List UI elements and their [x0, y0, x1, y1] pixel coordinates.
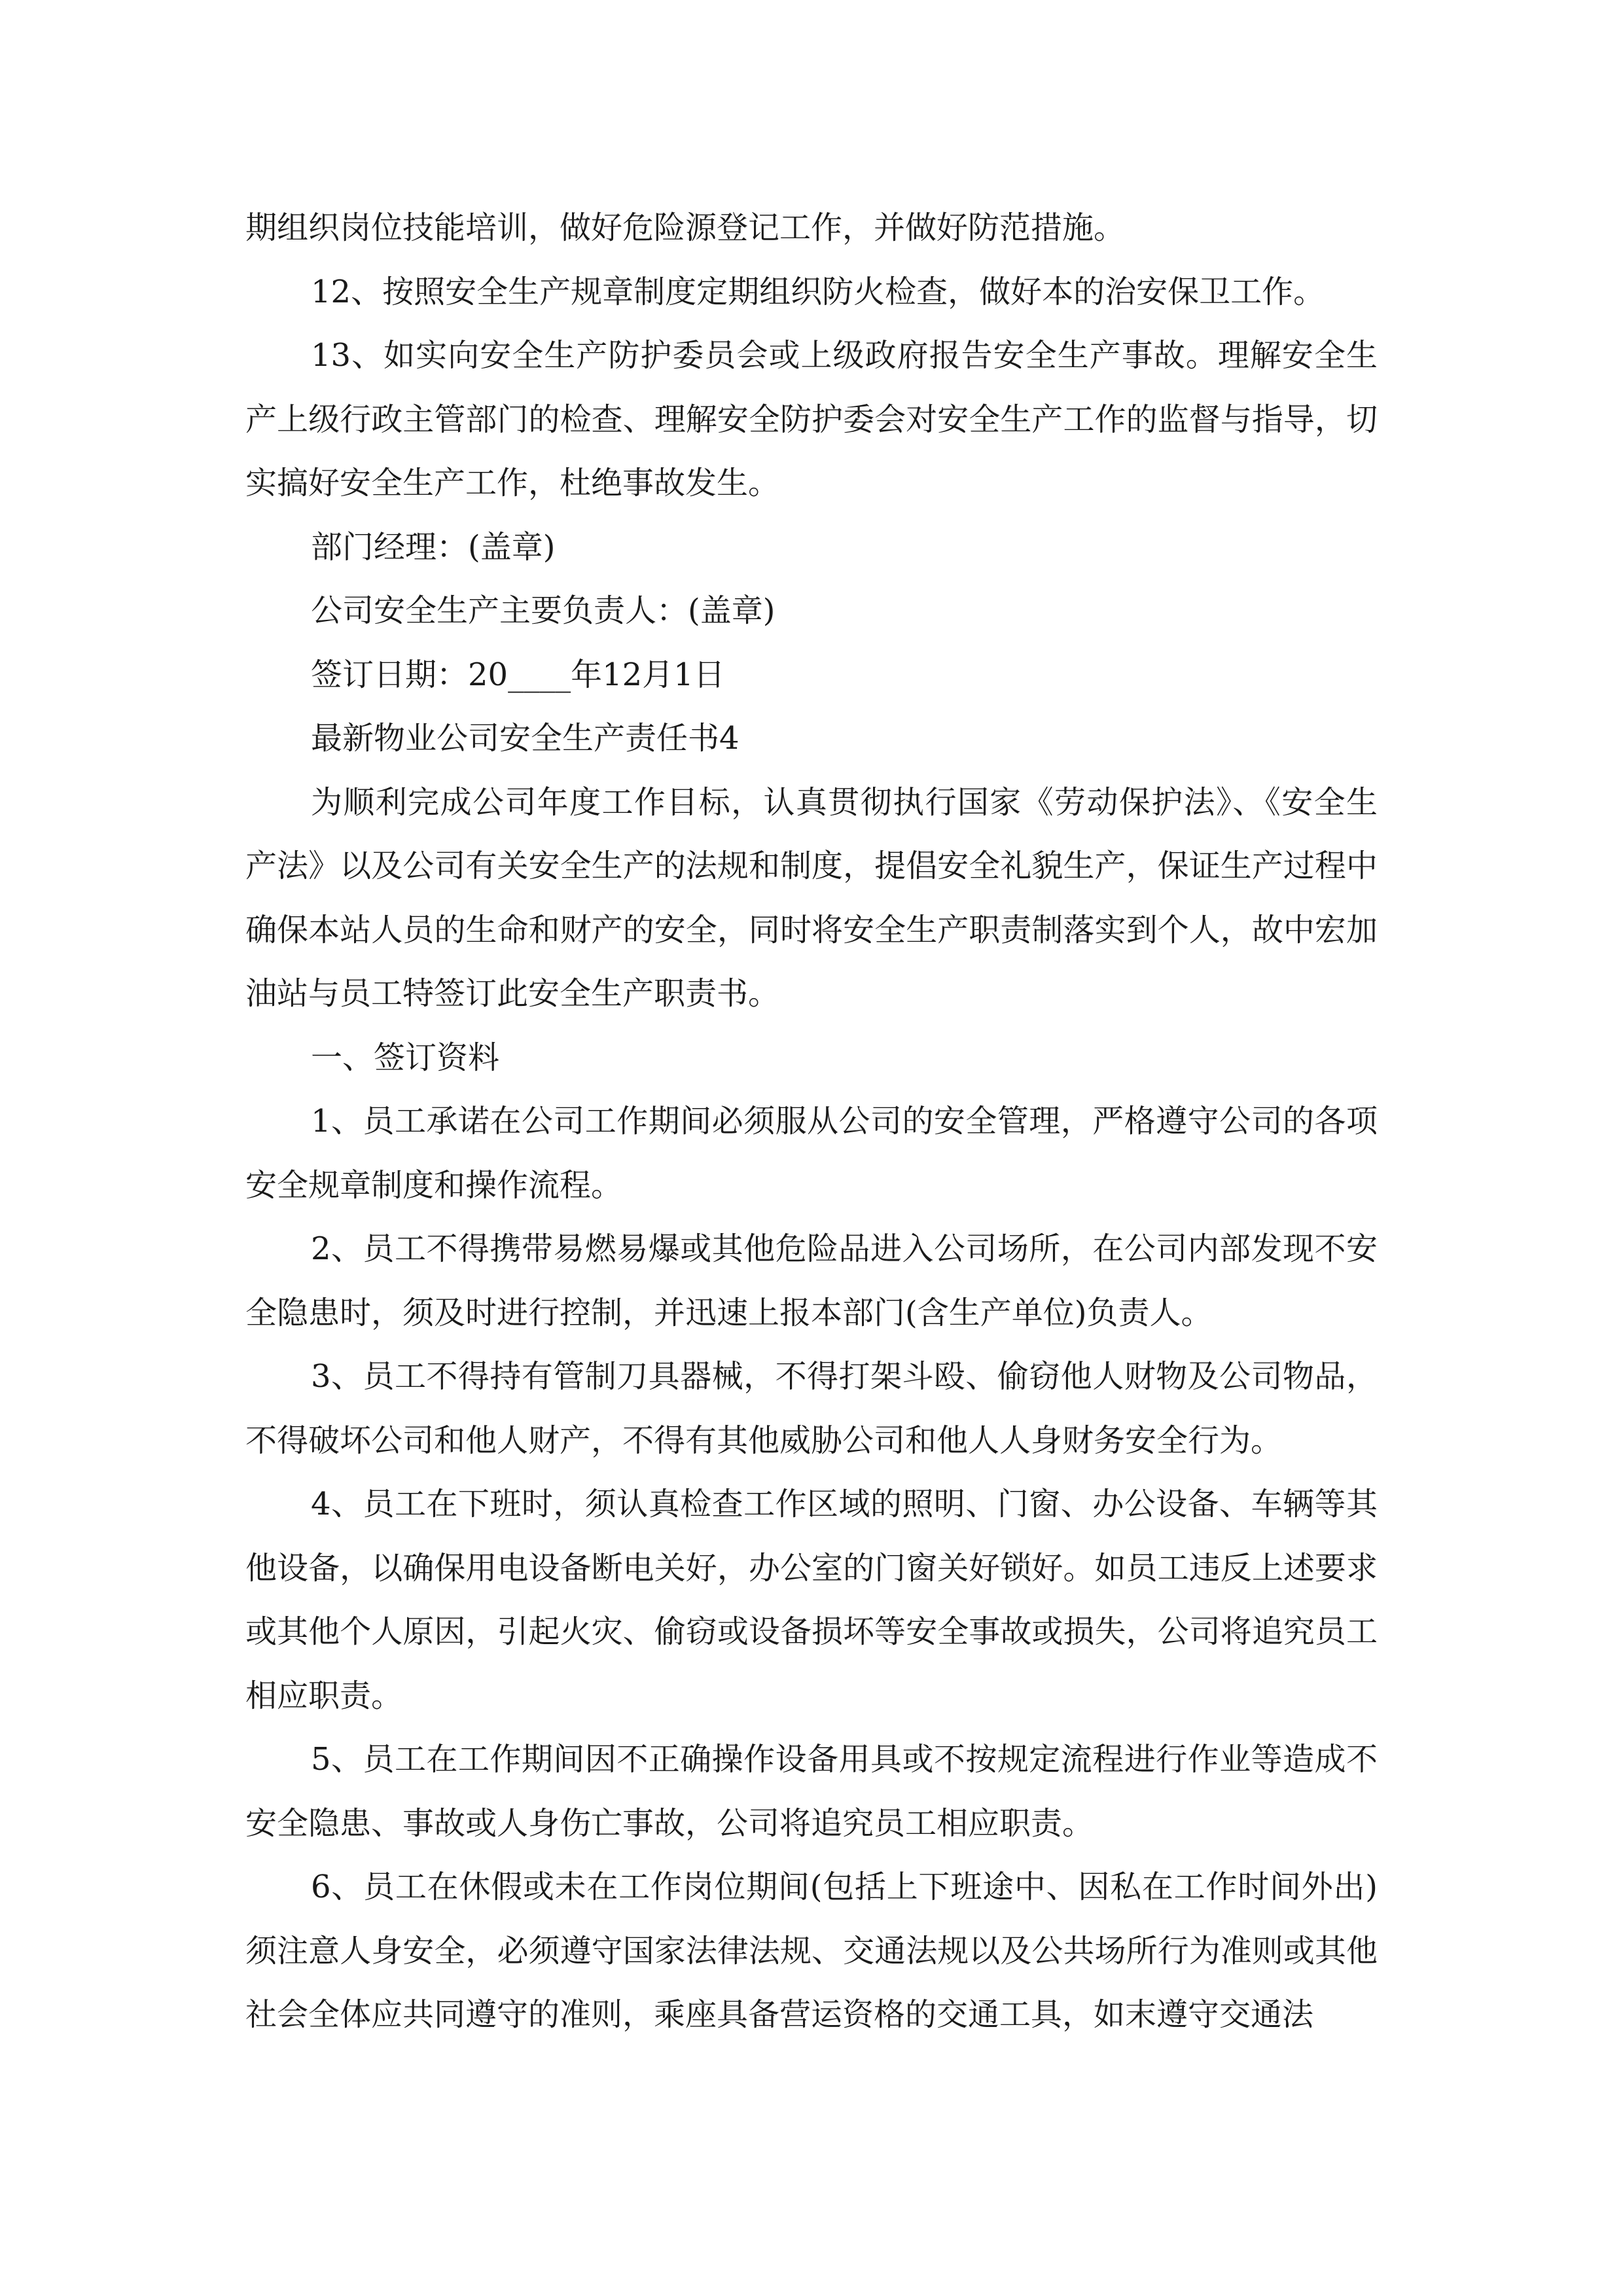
paragraph-item-1: 1、员工承诺在公司工作期间必须服从公司的安全管理，严格遵守公司的各项安全规章制度和操作流程。 [245, 1103, 1378, 1204]
signature-department-manager: 部门经理：(盖章) [311, 528, 556, 565]
paragraph-continuation: 期组织岗位技能培训，做好危险源登记工作，并做好防范措施。 [245, 209, 1126, 246]
paragraph-intro: 为顺利完成公司年度工作目标，认真贯彻执行国家《劳动保护法》、《安全生产法》以及公司有关安全生产的法规和制度，提倡安全礼貌生产，保证生产过程中确保本站人员的生命和财产的安全，同时将安全生产职责制落实到个人，故中宏加油站与员工特签订此安全生产职责书。 [245, 783, 1378, 1012]
paragraph-item-5: 5、员工在工作期间因不正确操作设备用具或不按规定流程进行作业等造成不安全隐患、事故或人身伤亡事故，公司将追究员工相应职责。 [245, 1741, 1378, 1842]
signing-date: 签订日期：20____年12月1日 [311, 656, 725, 693]
paragraph-item-13: 13、如实向安全生产防护委员会或上级政府报告安全生产事故。理解安全生产上级行政主管部门的检查、理解安全防护委会对安全生产工作的监督与指导，切实搞好安全生产工作，杜绝事故发生。 [245, 337, 1378, 501]
paragraph-item-4: 4、员工在下班时，须认真检查工作区域的照明、门窗、办公设备、车辆等其他设备，以确保用电设备断电关好，办公室的门窗关好锁好。如员工违反上述要求或其他个人原因，引起火灾、偷窃或设备损坏等安全事故或损失，公司将追究员工相应职责。 [245, 1486, 1378, 1714]
paragraph-item-6: 6、员工在休假或未在工作岗位期间(包括上下班途中、因私在工作时间外出)须注意人身安全，必须遵守国家法律法规、交通法规以及公共场所行为准则或其他社会全体应共同遵守的准则，乘座具备营运资格的交通工具，如末遵守交通法 [245, 1869, 1378, 2033]
document-body [245, 196, 1378, 2047]
paragraph-item-3: 3、员工不得持有管制刀具器械，不得打架斗殴、偷窃他人财物及公司物品，不得破坏公司和他人财产，不得有其他威胁公司和他人人身财务安全行为。 [245, 1358, 1378, 1459]
paragraph-item-12: 12、按照安全生产规章制度定期组织防火检查，做好本的治安保卫工作。 [311, 273, 1325, 310]
paragraph-item-2: 2、员工不得携带易燃易爆或其他危险品进入公司场所，在公司内部发现不安全隐患时，须及时进行控制，并迅速上报本部门(含生产单位)负责人。 [245, 1230, 1378, 1331]
signature-company-safety-lead: 公司安全生产主要负责人：(盖章) [311, 592, 776, 629]
section-title: 最新物业公司安全生产责任书4 [311, 720, 740, 757]
section-heading-signing-materials: 一、签订资料 [311, 1039, 500, 1076]
